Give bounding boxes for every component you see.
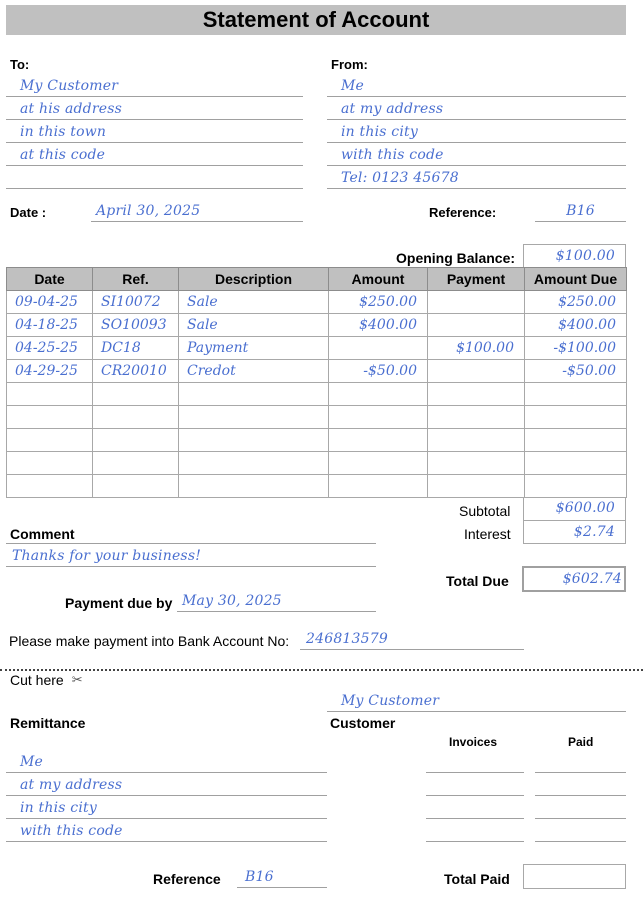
col-header-amount-due: Amount Due bbox=[525, 268, 627, 291]
table-row bbox=[7, 291, 627, 314]
remittance-line-3[interactable]: in this city bbox=[6, 796, 327, 819]
from-line-4[interactable]: with this code bbox=[327, 143, 626, 166]
to-line-2[interactable]: at his address bbox=[6, 97, 303, 120]
cut-here-label: Cut here bbox=[10, 672, 64, 688]
interest-field[interactable]: $2.74 bbox=[523, 520, 626, 544]
invoice-field[interactable] bbox=[426, 819, 524, 842]
bank-account-field[interactable]: 246813579 bbox=[300, 627, 524, 650]
col-header-date: Date bbox=[7, 268, 93, 291]
cell-amount[interactable] bbox=[329, 337, 428, 360]
table-row bbox=[7, 383, 627, 406]
customer-label: Customer bbox=[330, 715, 396, 731]
to-label: To: bbox=[10, 57, 30, 72]
from-line-2[interactable]: at my address bbox=[327, 97, 626, 120]
cell-payment[interactable] bbox=[428, 291, 525, 314]
table-row bbox=[7, 452, 627, 475]
cell-description[interactable] bbox=[179, 406, 329, 429]
col-header-amount: Amount bbox=[329, 268, 428, 291]
payment-due-label: Payment due by bbox=[65, 595, 173, 611]
invoice-field[interactable] bbox=[426, 796, 524, 819]
cut-line bbox=[0, 669, 643, 671]
cell-amount[interactable] bbox=[329, 406, 428, 429]
cell-amount-due[interactable] bbox=[525, 475, 627, 498]
cell-date[interactable] bbox=[7, 406, 93, 429]
from-line-3[interactable]: in this city bbox=[327, 120, 626, 143]
statement-table bbox=[6, 267, 627, 498]
cell-ref[interactable]: SO10093 bbox=[93, 314, 179, 337]
from-address-block bbox=[327, 74, 626, 189]
cell-description[interactable]: Payment bbox=[179, 337, 329, 360]
cell-ref[interactable] bbox=[93, 383, 179, 406]
table-row bbox=[7, 429, 627, 452]
cell-date[interactable]: 09-04-25 bbox=[7, 291, 93, 314]
cell-description[interactable] bbox=[179, 475, 329, 498]
table-row bbox=[7, 360, 627, 383]
cell-amount-due[interactable]: -$100.00 bbox=[525, 337, 627, 360]
cell-payment[interactable] bbox=[428, 383, 525, 406]
cell-date[interactable] bbox=[7, 452, 93, 475]
comment-field[interactable]: Thanks for your business! bbox=[6, 544, 376, 567]
reference-field[interactable]: B16 bbox=[535, 199, 626, 222]
paid-label: Paid bbox=[568, 735, 594, 749]
cell-ref[interactable] bbox=[93, 406, 179, 429]
cell-amount-due[interactable]: $400.00 bbox=[525, 314, 627, 337]
bank-account-label: Please make payment into Bank Account No: bbox=[9, 633, 290, 649]
cell-ref[interactable]: SI10072 bbox=[93, 291, 179, 314]
subtotal-label: Subtotal bbox=[459, 503, 511, 519]
paid-field[interactable] bbox=[535, 750, 626, 773]
table-row bbox=[7, 337, 627, 360]
col-header-payment: Payment bbox=[428, 268, 525, 291]
cell-ref[interactable]: DC18 bbox=[93, 337, 179, 360]
to-address-block bbox=[6, 74, 303, 189]
date-field[interactable]: April 30, 2025 bbox=[91, 199, 303, 222]
cell-payment[interactable]: $100.00 bbox=[428, 337, 525, 360]
total-due-label: Total Due bbox=[446, 573, 509, 589]
cell-ref[interactable] bbox=[93, 429, 179, 452]
cell-amount-due[interactable]: -$50.00 bbox=[525, 360, 627, 383]
remittance-line-1[interactable]: Me bbox=[6, 750, 327, 773]
from-line-1[interactable]: Me bbox=[327, 74, 626, 97]
total-paid-field[interactable] bbox=[523, 864, 626, 889]
payment-due-field[interactable]: May 30, 2025 bbox=[177, 589, 376, 612]
paid-field[interactable] bbox=[535, 773, 626, 796]
to-line-5[interactable] bbox=[6, 166, 303, 189]
total-paid-label: Total Paid bbox=[444, 871, 510, 887]
col-header-description: Description bbox=[179, 268, 329, 291]
from-label: From: bbox=[331, 57, 368, 72]
cell-date[interactable]: 04-25-25 bbox=[7, 337, 93, 360]
cell-ref[interactable]: CR20010 bbox=[93, 360, 179, 383]
cell-date[interactable]: 04-29-25 bbox=[7, 360, 93, 383]
remittance-line-4[interactable]: with this code bbox=[6, 819, 327, 842]
from-line-5[interactable]: Tel: 0123 45678 bbox=[327, 166, 626, 189]
cell-payment[interactable] bbox=[428, 406, 525, 429]
cell-amount[interactable] bbox=[329, 475, 428, 498]
cell-amount[interactable] bbox=[329, 452, 428, 475]
cell-amount[interactable] bbox=[329, 429, 428, 452]
cell-amount-due[interactable] bbox=[525, 452, 627, 475]
cell-payment[interactable] bbox=[428, 452, 525, 475]
page-title: Statement of Account bbox=[202, 7, 430, 32]
invoices-label: Invoices bbox=[449, 735, 498, 749]
cut-here bbox=[10, 672, 83, 688]
opening-balance-field[interactable]: $100.00 bbox=[523, 244, 626, 268]
remittance-reference-label: Reference bbox=[153, 871, 221, 887]
to-line-1[interactable]: My Customer bbox=[6, 74, 303, 97]
cell-date[interactable] bbox=[7, 383, 93, 406]
to-line-3[interactable]: in this town bbox=[6, 120, 303, 143]
cell-amount-due[interactable] bbox=[525, 383, 627, 406]
paid-field[interactable] bbox=[535, 796, 626, 819]
interest-label: Interest bbox=[464, 526, 511, 542]
cell-payment[interactable] bbox=[428, 475, 525, 498]
total-due-field: $602.74 bbox=[522, 566, 626, 592]
cell-amount[interactable] bbox=[329, 383, 428, 406]
cell-amount[interactable]: -$50.00 bbox=[329, 360, 428, 383]
cell-description[interactable]: Sale bbox=[179, 314, 329, 337]
remittance-line-2[interactable]: at my address bbox=[6, 773, 327, 796]
date-label: Date : bbox=[10, 205, 47, 220]
invoice-field[interactable] bbox=[426, 750, 524, 773]
cell-payment[interactable] bbox=[428, 429, 525, 452]
remittance-label: Remittance bbox=[10, 715, 86, 731]
cell-description[interactable]: Sale bbox=[179, 291, 329, 314]
cell-description[interactable]: Credot bbox=[179, 360, 329, 383]
table-row bbox=[7, 314, 627, 337]
cell-ref[interactable] bbox=[93, 475, 179, 498]
scissors-icon: ✂ bbox=[71, 672, 83, 688]
opening-balance-label: Opening Balance: bbox=[396, 250, 516, 266]
table-header-row bbox=[7, 268, 627, 291]
cell-amount-due[interactable] bbox=[525, 429, 627, 452]
cell-amount-due[interactable]: $250.00 bbox=[525, 291, 627, 314]
cell-amount-due[interactable] bbox=[525, 406, 627, 429]
cell-amount[interactable]: $400.00 bbox=[329, 314, 428, 337]
cell-payment[interactable] bbox=[428, 314, 525, 337]
remittance-reference-field[interactable]: B16 bbox=[237, 865, 327, 888]
customer-name-field[interactable]: My Customer bbox=[327, 689, 626, 712]
comment-label: Comment bbox=[10, 526, 75, 542]
cell-date[interactable]: 04-18-25 bbox=[7, 314, 93, 337]
title-bar bbox=[6, 5, 626, 35]
invoice-field[interactable] bbox=[426, 773, 524, 796]
table-row bbox=[7, 406, 627, 429]
cell-amount[interactable]: $250.00 bbox=[329, 291, 428, 314]
cell-ref[interactable] bbox=[93, 452, 179, 475]
cell-description[interactable] bbox=[179, 383, 329, 406]
cell-description[interactable] bbox=[179, 429, 329, 452]
reference-label: Reference: bbox=[429, 205, 497, 220]
cell-date[interactable] bbox=[7, 429, 93, 452]
table-row bbox=[7, 475, 627, 498]
to-line-4[interactable]: at this code bbox=[6, 143, 303, 166]
invoices-column bbox=[426, 750, 524, 842]
subtotal-field: $600.00 bbox=[523, 497, 626, 521]
cell-payment[interactable] bbox=[428, 360, 525, 383]
cell-date[interactable] bbox=[7, 475, 93, 498]
cell-description[interactable] bbox=[179, 452, 329, 475]
paid-field[interactable] bbox=[535, 819, 626, 842]
paid-column bbox=[535, 750, 626, 842]
remittance-address-block bbox=[6, 750, 327, 842]
col-header-ref: Ref. bbox=[93, 268, 179, 291]
